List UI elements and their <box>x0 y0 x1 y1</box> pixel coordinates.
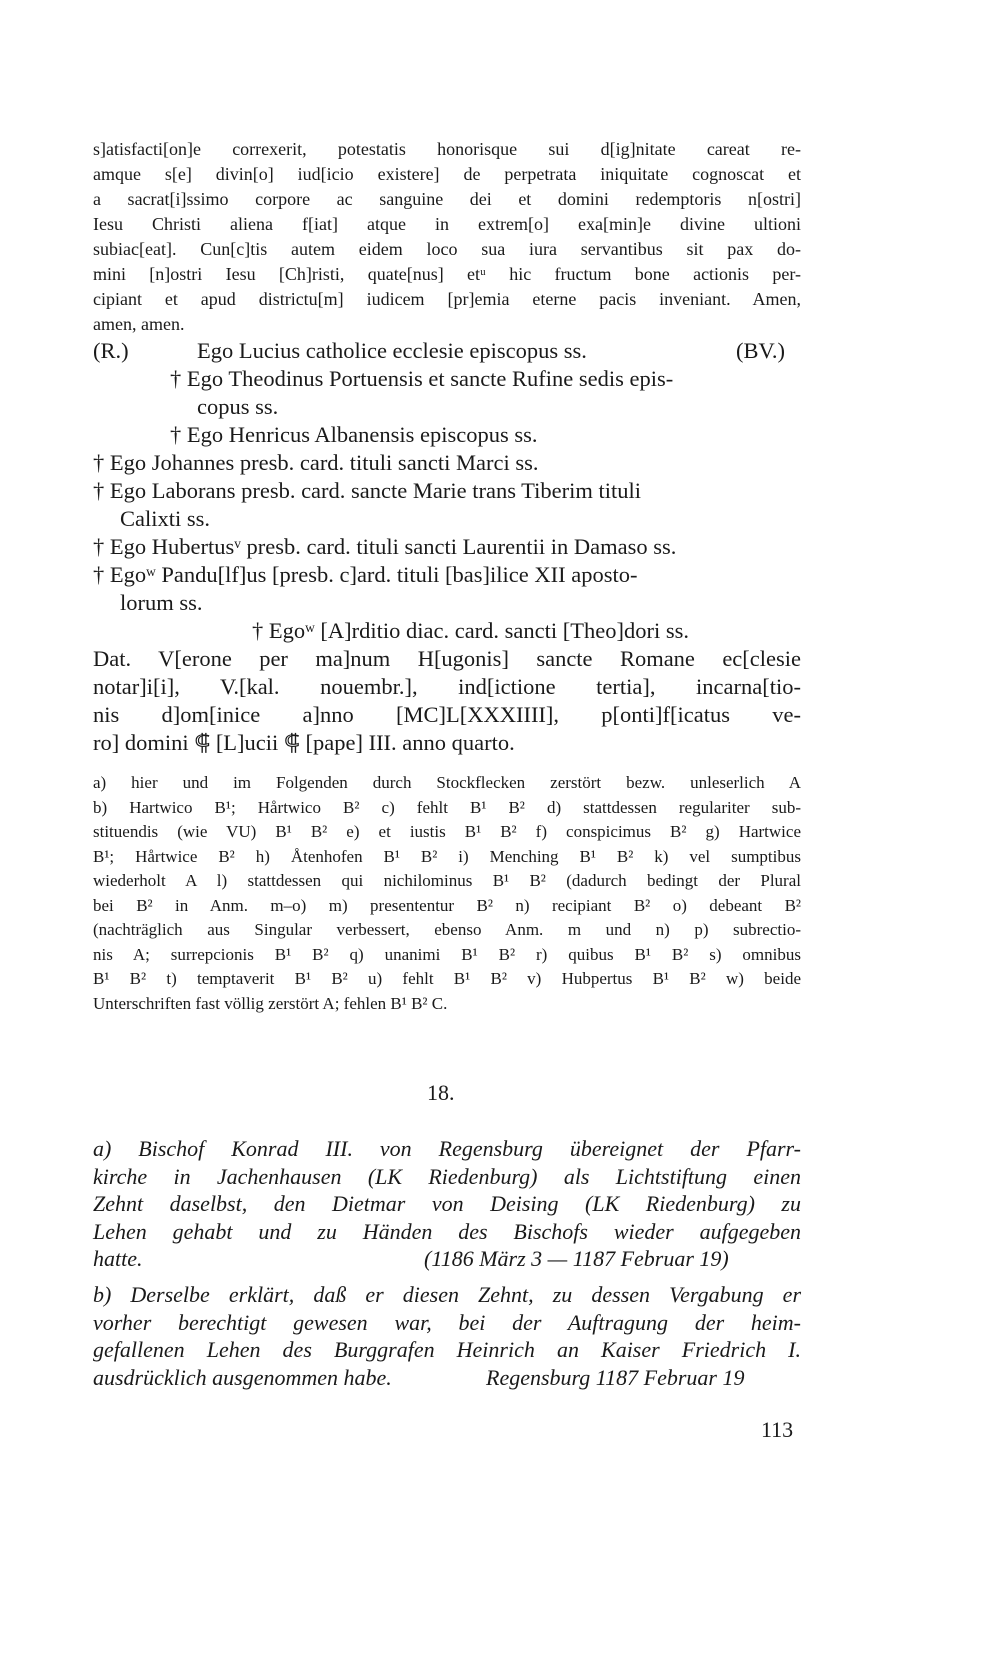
subscription-pandulfus-cont: lorum ss. <box>120 590 203 615</box>
rota-mark: (R.) <box>93 338 129 363</box>
dating-line: Dat. V[erone per ma]num H[ugonis] sancte Romane ec[clesie <box>93 646 801 671</box>
subscription-hubertus: † Ego Hubertusᵛ presb. card. tituli sancti Laurentii in Damaso ss. <box>93 534 677 559</box>
regest-line: gefallenen Lehen des Burggrafen Heinrich an Kaiser Friedrich I. <box>93 1337 801 1362</box>
text-line: mini [n]ostri Iesu [Ch]risti, quate[nus] etᵘ hic fructum bone actionis per- <box>93 264 801 284</box>
subscription-laborans: † Ego Laborans presb. card. sancte Marie trans Tiberim tituli <box>93 478 641 503</box>
footnote-line: wiederholt A l) stattdessen qui nichilominus B¹ B² (dadurch bedingt der Plural <box>93 871 801 890</box>
footnote-line: nis A; surrepcionis B¹ B² q) unanimi B¹ B² r) quibus B¹ B² s) omnibus <box>93 944 801 964</box>
footnote-line: stituendis (wie VU) B¹ B² e) et iustis B¹ B² f) conspicimus B² g) Hartwice <box>93 822 801 841</box>
document-number: 18. <box>427 1080 455 1105</box>
bene-valete-mark: (BV.) <box>736 338 785 363</box>
dating-line: ro] domini ⸿ [L]ucii ⸿ [pape] III. anno quarto. <box>93 730 515 755</box>
dating-line: nis d]om[inice a]nno [MC]L[XXXIIII], p[onti]f[icatus ve- <box>93 702 801 727</box>
subscription-henricus: † Ego Henricus Albanensis episcopus ss. <box>170 422 538 447</box>
text-line: a sacrat[i]ssimo corpore ac sanguine dei et domini redemptoris n[ostri] <box>93 189 801 209</box>
subscription-theodinus-cont: copus ss. <box>197 394 279 419</box>
subscription-theodinus: † Ego Theodinus Portuensis et sancte Rufine sedis epis- <box>170 366 674 391</box>
footnote-line: a) hier und im Folgenden durch Stockflecken zerstört bezw. unleserlich A <box>93 773 801 792</box>
regest-line: ausdrücklich ausgenommen habe. <box>93 1364 392 1390</box>
text-line: Iesu Christi aliena f[iat] atque in extrem[o] exa[min]e divine ultioni <box>93 214 801 234</box>
subscription-arditio: † Egoʷ [A]rditio diac. card. sancti [Theo]dori ss. <box>252 618 690 643</box>
text-line: amen, amen. <box>93 314 185 334</box>
subscription-johannes: † Ego Johannes presb. card. tituli sancti Marci ss. <box>93 450 539 475</box>
regest-line: b) Derselbe erklärt, daß er diesen Zehnt, zu dessen Vergabung er <box>93 1282 801 1307</box>
subscription-laborans-cont: Calixti ss. <box>120 506 211 531</box>
footnote-line: Unterschriften fast völlig zerstört A; fehlen B¹ B² C. <box>93 993 448 1013</box>
regest-line: vorher berechtigt gewesen war, bei der Auftragung der heim- <box>93 1309 801 1335</box>
regest-date: (1186 März 3 — 1187 Februar 19) <box>424 1246 729 1271</box>
text-line: amque s[e] divin[o] iud[icio existere] de perpetrata iniquitate cognoscat et <box>93 164 801 184</box>
footnote-line: bei B² in Anm. m–o) m) presententur B² n) recipiant B² o) debeant B² <box>93 895 801 915</box>
footnote-line: B¹ B² t) temptaverit B¹ B² u) fehlt B¹ B² v) Hubpertus B¹ B² w) beide <box>93 969 801 988</box>
text-line: s]atisfacti[on]e correxerit, potestatis honorisque sui d[ig]nitate careat re- <box>93 139 801 159</box>
footnote-line: (nachträglich aus Singular verbessert, ebenso Anm. m und n) p) subrectio- <box>93 920 801 939</box>
footnote-line: b) Hartwico B¹; Hårtwico B² c) fehlt B¹ B² d) stattdessen regulariter sub- <box>93 797 801 817</box>
regest-place-date: Regensburg 1187 Februar 19 <box>486 1364 745 1390</box>
page-number: 113 <box>761 1417 794 1442</box>
text-line: cipiant et apud districtu[m] iudicem [pr]emia eterne pacis inveniant. Amen, <box>93 289 801 309</box>
subscription-pandulfus: † Egoʷ Pandu[lf]us [presb. c]ard. tituli [bas]ilice XII aposto- <box>93 562 638 587</box>
footnote-line: B¹; Hårtwice B² h) Åtenhofen B¹ B² i) Menching B¹ B² k) vel sumptibus <box>93 846 801 866</box>
regest-line: Zehnt daselbst, den Dietmar von Deising (LK Riedenburg) zu <box>93 1191 801 1216</box>
regest-line: kirche in Jachenhausen (LK Riedenburg) als Lichtstiftung einen <box>93 1163 801 1189</box>
regest-line: a) Bischof Konrad III. von Regensburg übereignet der Pfarr- <box>93 1136 801 1161</box>
regest-line: Lehen gehabt und zu Händen des Bischofs wieder aufgegeben <box>93 1218 801 1244</box>
dating-line: notar]i[i], V.[kal. nouembr.], ind[ictione tertia], incarna[tio- <box>93 674 801 699</box>
text-line: subiac[eat]. Cun[c]tis autem eidem loco sua iura servantibus sit pax do- <box>93 239 801 259</box>
pope-subscription: Ego Lucius catholice ecclesie episcopus ss. <box>197 338 587 363</box>
regest-line: hatte. <box>93 1246 143 1271</box>
